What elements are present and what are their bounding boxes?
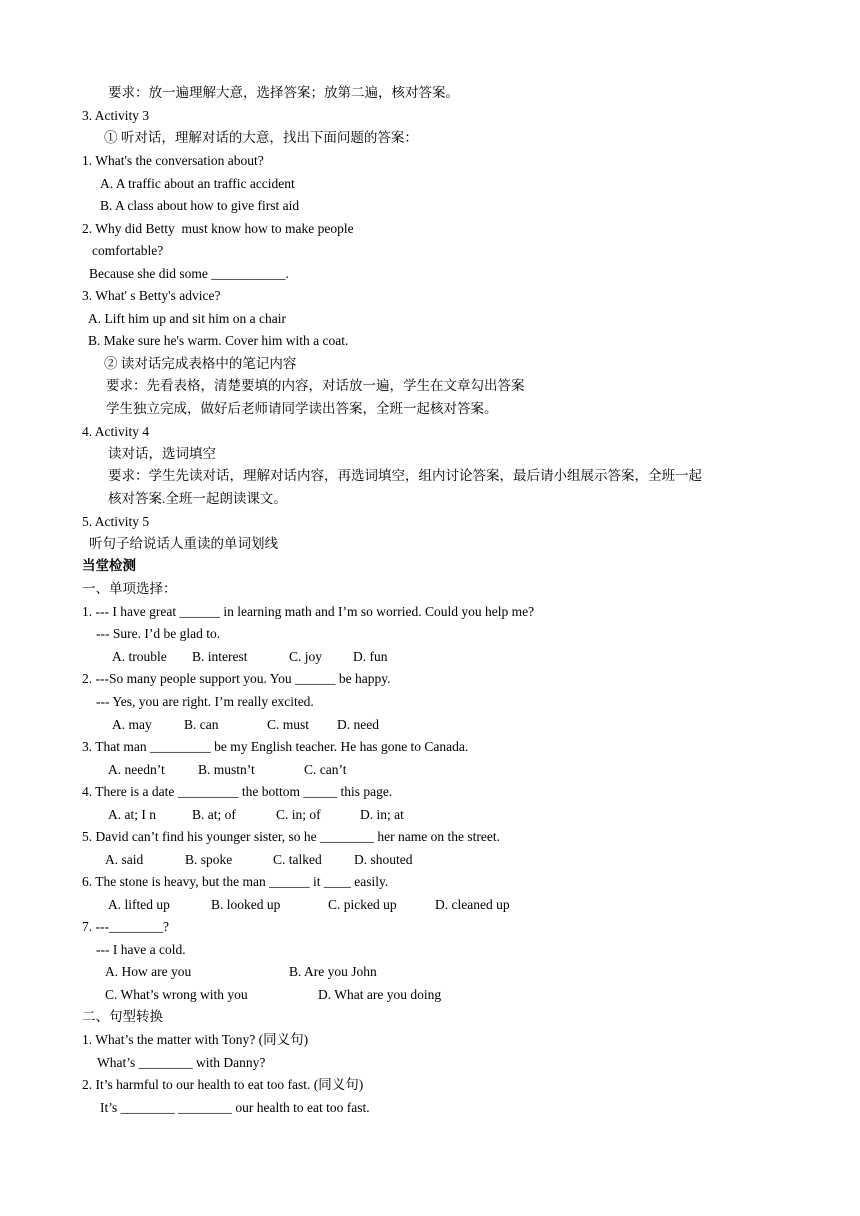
s1-question-6: 6. The stone is heavy, but the man ______ it ____ easily. — [82, 874, 389, 889]
section2-title: 二、句型转换 — [82, 1009, 163, 1024]
s1-q4-option-b: B. at; of — [192, 807, 236, 822]
activity3-step1: ① 听对话，理解对话的大意，找出下面问题的答案： — [104, 130, 418, 145]
activity3-step2-requirement-cont: 学生独立完成，做好后老师请同学读出答案，全班一起核对答案。 — [106, 401, 498, 416]
s1-question-1: 1. --- I have great ______ in learning math and I’m so worried. Could you help me? — [82, 604, 535, 619]
s1-question-5: 5. David can’t find his younger sister, so he ________ her name on the street. — [82, 829, 500, 844]
s1-q1-option-c: C. joy — [289, 649, 323, 664]
s1-q4-option-a: A. at; I n — [108, 807, 156, 822]
activity3-question-2: 2. Why did Betty must know how to make people — [82, 221, 354, 236]
s1-q1-reply: --- Sure. I’d be glad to. — [96, 626, 221, 641]
s1-q2-option-a: A. may — [112, 717, 152, 732]
activity3-question-2-cont: comfortable? — [92, 243, 164, 258]
activity4-requirement-cont: 核对答案.全班一起朗读课文。 — [108, 491, 287, 506]
s1-q7-option-b: B. Are you John — [289, 964, 377, 979]
s1-q6-option-d: D. cleaned up — [435, 897, 510, 912]
s1-q2-reply: --- Yes, you are right. I’m really excited. — [96, 694, 314, 709]
s1-q1-option-d: D. fun — [353, 649, 388, 664]
s1-q6-option-b: B. looked up — [211, 897, 281, 912]
s1-q7-option-c: C. What’s wrong with you — [105, 987, 248, 1002]
s1-q1-option-a: A. trouble — [112, 649, 167, 664]
s1-q7-option-a: A. How are you — [105, 964, 192, 979]
section1-title: 一、单项选择： — [82, 581, 177, 596]
s1-q4-option-d: D. in; at — [360, 807, 404, 822]
s2-q2-fill: It’s ________ ________ our health to eat too fast. — [100, 1100, 370, 1115]
s1-q4-option-c: C. in; of — [276, 807, 321, 822]
activity3-step2-requirement: 要求：先看表格，清楚要填的内容，对话放一遍，学生在文章勾出答案 — [106, 378, 525, 393]
s1-q7-reply: --- I have a cold. — [96, 942, 186, 957]
s1-q7-option-d: D. What are you doing — [318, 987, 442, 1002]
s1-q3-option-a: A. needn’t — [108, 762, 165, 777]
s1-question-3: 3. That man _________ be my English teacher. He has gone to Canada. — [82, 739, 469, 754]
activity3-q2-answer: Because she did some ___________. — [89, 266, 289, 281]
s1-q2-option-b: B. can — [184, 717, 219, 732]
activity5-task: 听句子给说话人重读的单词划线 — [89, 536, 278, 551]
s1-q5-option-b: B. spoke — [185, 852, 233, 867]
activity4-requirement: 要求：学生先读对话，理解对话内容，再选词填空，组内讨论答案，最后请小组展示答案，全班一起 — [108, 468, 702, 483]
s2-question-2: 2. It’s harmful to our health to eat too fast. (同义句) — [82, 1077, 364, 1092]
listening-requirement: 要求：放一遍理解大意，选择答案；放第二遍，核对答案。 — [108, 85, 459, 100]
activity4-heading: 4. Activity 4 — [82, 424, 150, 439]
s1-q5-option-d: D. shouted — [354, 852, 413, 867]
activity3-heading: 3. Activity 3 — [82, 108, 150, 123]
section-title-check: 当堂检测 — [82, 558, 136, 573]
s1-question-4: 4. There is a date _________ the bottom _____ this page. — [82, 784, 393, 799]
s1-q2-option-d: D. need — [337, 717, 379, 732]
activity3-step2: ② 读对话完成表格中的笔记内容 — [104, 356, 297, 371]
s1-q2-option-c: C. must — [267, 717, 310, 732]
s1-q3-option-b: B. mustn’t — [198, 762, 255, 777]
activity3-q1-option-a: A. A traffic about an traffic accident — [100, 176, 295, 191]
s1-q6-option-a: A. lifted up — [108, 897, 170, 912]
s1-q5-option-c: C. talked — [273, 852, 322, 867]
activity3-q1-option-b: B. A class about how to give first aid — [100, 198, 300, 213]
activity4-task: 读对话，选词填空 — [108, 446, 216, 461]
s1-q5-option-a: A. said — [105, 852, 144, 867]
activity3-question-1: 1. What's the conversation about? — [82, 153, 264, 168]
s1-q6-option-c: C. picked up — [328, 897, 397, 912]
activity5-heading: 5. Activity 5 — [82, 514, 150, 529]
s1-q1-option-b: B. interest — [192, 649, 248, 664]
s1-question-7: 7. ---________? — [82, 919, 169, 934]
s1-question-2: 2. ---So many people support you. You ______ be happy. — [82, 671, 391, 686]
activity3-q3-option-b: B. Make sure he's warm. Cover him with a coat. — [88, 333, 349, 348]
s2-q1-fill: What’s ________ with Danny? — [97, 1055, 266, 1070]
s1-q3-option-c: C. can’t — [304, 762, 347, 777]
activity3-question-3: 3. What' s Betty's advice? — [82, 288, 221, 303]
s2-question-1: 1. What’s the matter with Tony? (同义句) — [82, 1032, 309, 1047]
activity3-q3-option-a: A. Lift him up and sit him on a chair — [88, 311, 286, 326]
